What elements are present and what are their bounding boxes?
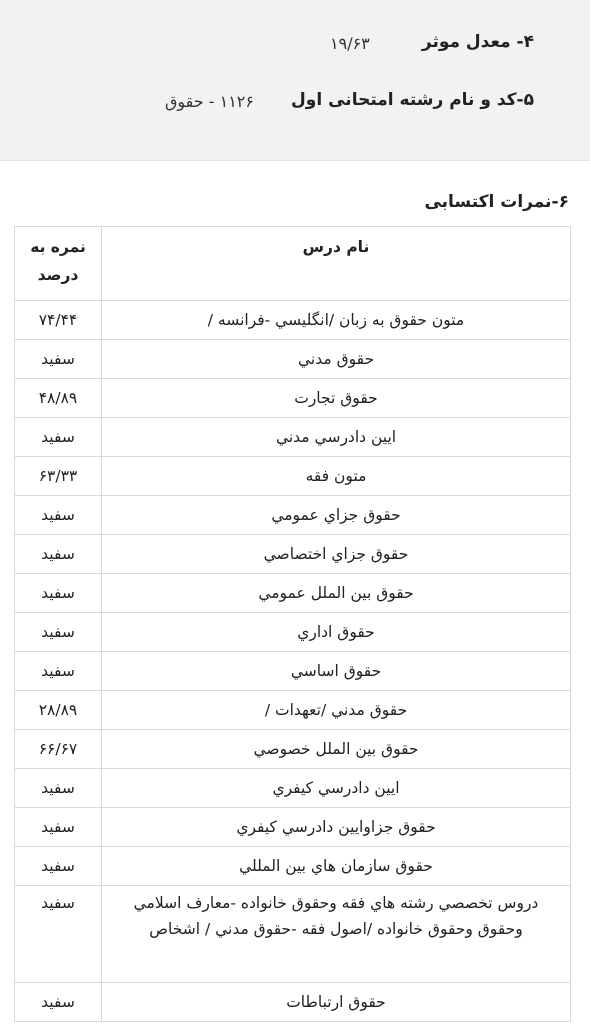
gpa-label: ۴- معدل موثر [421, 32, 534, 52]
course-name: متون فقه [102, 457, 571, 496]
course-grade: سفید [15, 613, 102, 652]
course-grade: ۴۸/۸۹ [15, 379, 102, 418]
table-row [15, 535, 571, 574]
course-grade: سفید [15, 886, 102, 983]
course-grade: سفید [15, 652, 102, 691]
table-row [15, 808, 571, 847]
course-grade: ۲۸/۸۹ [15, 691, 102, 730]
course-name: حقوق جزاي عمومي [102, 496, 571, 535]
header-course-name: نام درس [102, 227, 571, 301]
course-name: حقوق اداري [102, 613, 571, 652]
course-name: حقوق جزاوايين دادرسي كيفري [102, 808, 571, 847]
course-name: دروس تخصصي رشته هاي فقه وحقوق خانواده -معارف اسلامي وحقوق وحقوق خانواده /اصول فقه -حقوق مدني / اشخاص [102, 886, 571, 983]
course-grade: ۶۶/۶۷ [15, 730, 102, 769]
course-grade: سفید [15, 847, 102, 886]
course-name: حقوق مدني /تعهدات / [102, 691, 571, 730]
table-row [15, 340, 571, 379]
course-grade: سفید [15, 808, 102, 847]
table-header-row [15, 227, 571, 301]
course-grade: سفید [15, 340, 102, 379]
table-row [15, 769, 571, 808]
course-name: حقوق مدني [102, 340, 571, 379]
course-grade: سفید [15, 574, 102, 613]
section-title: ۶-نمرات اکتسابی [424, 192, 569, 212]
course-name: حقوق اساسي [102, 652, 571, 691]
course-name: ايين دادرسي كيفري [102, 769, 571, 808]
course-name: حقوق جزاي اختصاصي [102, 535, 571, 574]
exam-field-value: ۱۱۲۶ - حقوق [165, 92, 254, 111]
course-grade: سفید [15, 769, 102, 808]
table-row [15, 886, 571, 983]
table-row [15, 983, 571, 1022]
table-row [15, 652, 571, 691]
course-grade: سفید [15, 983, 102, 1022]
course-name: حقوق ارتباطات [102, 983, 571, 1022]
table-row [15, 847, 571, 886]
exam-field-label: ۵-کد و نام رشته امتحانی اول [291, 90, 534, 110]
table-row [15, 613, 571, 652]
header-grade-percent: نمره به درصد [15, 227, 102, 301]
course-grade: سفید [15, 535, 102, 574]
course-grade: ۶۳/۳۳ [15, 457, 102, 496]
table-row [15, 301, 571, 340]
table-row [15, 418, 571, 457]
grades-table [14, 226, 571, 1022]
summary-panel [0, 0, 590, 161]
course-name: متون حقوق به زبان /انگليسي -فرانسه / [102, 301, 571, 340]
course-name: حقوق بين الملل عمومي [102, 574, 571, 613]
table-row [15, 730, 571, 769]
table-row [15, 457, 571, 496]
course-grade: سفید [15, 496, 102, 535]
course-grade: ۷۴/۴۴ [15, 301, 102, 340]
table-row [15, 691, 571, 730]
course-name: حقوق سازمان هاي بين المللي [102, 847, 571, 886]
table-row [15, 574, 571, 613]
course-name: حقوق تجارت [102, 379, 571, 418]
course-name: حقوق بين الملل خصوصي [102, 730, 571, 769]
course-grade: سفید [15, 418, 102, 457]
gpa-value: ۱۹/۶۳ [330, 34, 370, 53]
course-name: ايين دادرسي مدني [102, 418, 571, 457]
table-row [15, 496, 571, 535]
table-row [15, 379, 571, 418]
